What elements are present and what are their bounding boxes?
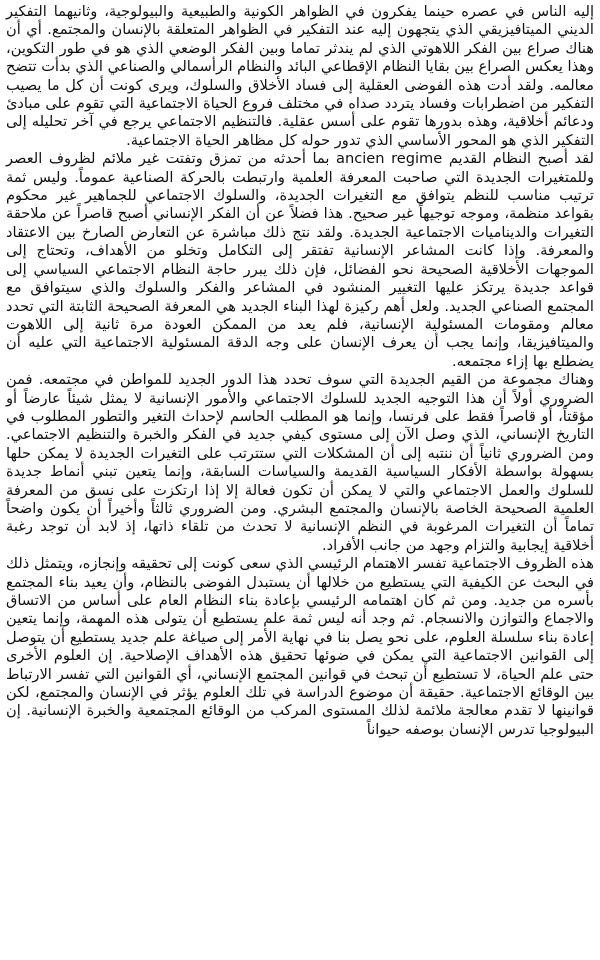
paragraph-3 (6, 371, 594, 555)
paragraph-2-text-start: لقد أصبح النظام القديم (442, 150, 594, 168)
paragraph-1 (6, 3, 594, 150)
paragraph-1-text: إليه الناس في عصره حينما يفكرون في الظواهر الكونية والطبيعية والبيولوجية، وثانيهما التفكير الديني الميتافيزيقي الذي يتجهون إليه عند التفكير في الظواهر المتعلقة بالإنسان والمجتمع. أي أن هناك صراع بين الفكر اللاهوتي الذي لم يندثر تماما وبين الفكر الوضعي الذي هو في طور التكوين، وهذا يعكس الصراع بين بقايا النظام الإقطاعي البائد والنظام الرأسمالي والصناعي الذي بدأت تتضح معالمه. ولقد أدت هذه الفوضى العقلية إلى فساد الأخلاق والسلوك، ويرى كونت أن كل ما يصيب التفكير من اضطرابات وفساد يتردد صداه في مختلف فروع الحياة الاجتماعية التي تقوم على مبادئ ودعائم أخلاقية، وهذه بدورها تقوم على أسس عقلية. فالتنظيم الاجتماعي يرجع في آخر تحليله إلى التفكير الذي هو المحور الأساسي الذي تدور حوله كل مظاهر الحياة الاجتماعية. (6, 3, 594, 149)
ancien-regime-term: ancien regime (336, 150, 443, 168)
paragraph-2 (6, 150, 594, 371)
paragraph-3-text: وهناك مجموعة من القيم الجديدة التي سوف تحدد هذا الدور الجديد للمواطن في مجتمعه. فمن الضروري أولاً أن هذا التوجيه الجديد للسلوك الاجتماعي والأمور الإنسانية لا يمثل شيئاً عارضاً أو مؤقتاً، أو قاصراً فقط على فرنسا، وإنما هو المطلب الحاسم لإحداث التغير والتطور المطلوب في التاريخ الإنساني، الذي وصل الآن إلى مستوى كيفي جديد في الفكر والخبرة والتنظيم الاجتماعي. ومن الضروري ثانياً أن ننتبه إلى أن المشكلات التي ستترتب على التغيرات الجديدة لا يمكن حلها بسهولة بواسطة الأفكار السياسية القديمة والسياسات السابقة، وإنما يتعين تبني أنماط جديدة للسلوك والعمل الاجتماعي والتي لا يمكن أن تكون فعالة إلا إذا ارتكزت على نسق من المعرفة العلمية الصحيحة الخاصة بالإنسان والمجتمع البشري. ومن الضروري ثالثاً وأخيراً أن يكون واضحاً تماماً أن التغيرات المرغوبة في النظم الإنسانية لا تحدث من تلقاء ذاتها، إذ لابد أن توجد رغبة أخلاقية إيجابية والتزام وجهد من جانب الأفراد. (6, 371, 594, 554)
paragraph-2-text-rest: بما أحدثه من تمزق وتفتت غير ملائم لظروف العصر وللمتغيرات الجديدة التي صاحبت المعرفة العلمية وارتبطت بالحركة الصناعية عموماً. وليس ثمة ترتيب مناسب للنظم يتوافق مع التغيرات الجديدة، والسلوك الاجتماعي للجماهير غير محكوم بقواعد منظمة، وموجه توجيهاً غير صحيح. هذا فضلاً عن أن الفكر الإنساني أصبح قاصراً عن ملاحقة التغيرات والديناميات الاجتماعية الجديدة. ولقد نتج ذلك مباشرة عن التعارض الصارخ بين الاعتقاد والمعرفة. وإذا كانت المشاعر الإنسانية تفتقر إلى التكامل وتخلو من الأهداف، وتحتاج إلى الموجهات الأخلاقية الصحيحة نحو الفضائل، فإن ذلك يبرر حاجة النظام الاجتماعي السياسي إلى قواعد جديدة يرتكز عليها التغيير المنشود في المشاعر والفكر والسلوك والذي سيتوافق مع المجتمع الصناعي الجديد. ولعل أهم ركيزة لهذا البناء الجديد هي المعرفة الصحيحة الثابتة التي تحدد معالم ومقومات المسئولية الإنسانية، فلم يعد من الممكن العودة مرة ثانية إلى اللاهوت والميتافيزيقا، وإنما يجب أن يعرف الإنسان على وجه الدقة المسئولية الاجتماعية التي عليه أن يضطلع بها إزاء مجتمعه. (6, 150, 594, 370)
paragraph-4-text: هذه الظروف الاجتماعية تفسر الاهتمام الرئيسي الذي سعى كونت إلى تحقيقه وإنجازه، ويتمثل ذلك في البحث عن الكيفية التي يستطيع من خلالها أن يستبدل الفوضى بالنظام، وأن يعيد بناء المجتمع بأسره من جديد. ومن ثم كان اهتمامه الرئيسي بإعادة بناء النظام العام على أساس من الاتساق والاجماع والتوازن والانسجام. ثم وجد أنه ليس ثمة علم يستطيع أن يتولى هذه المهمة، وإنما يتعين إعادة بناء سلسلة العلوم، على نحو يصل بنا في نهاية الأمر إلى صياغة علم جديد يستطيع أن يتوصل إلى القوانين الاجتماعية التي يمكن في ضوئها تحقيق هذه الأهداف الإصلاحية. إن العلوم الأخرى حتى علم الحياة، لا تستطيع أن تبحث في قوانين المجتمع الإنساني، أي القوانين التي تفسر الارتباط بين الوقائع الاجتماعية. حقيقة أن موضوع الدراسة في تلك العلوم يؤثر في الإنسان والمجتمع، لكن قوانينها لا تقدم معالجة ملائمة لذلك المستوى المركب من الوقائع المجتمعية والخبرة الإنسانية. إن البيولوجيا تدرس الإنسان بوصفه حيواناً (6, 555, 594, 738)
paragraph-4 (6, 555, 594, 739)
